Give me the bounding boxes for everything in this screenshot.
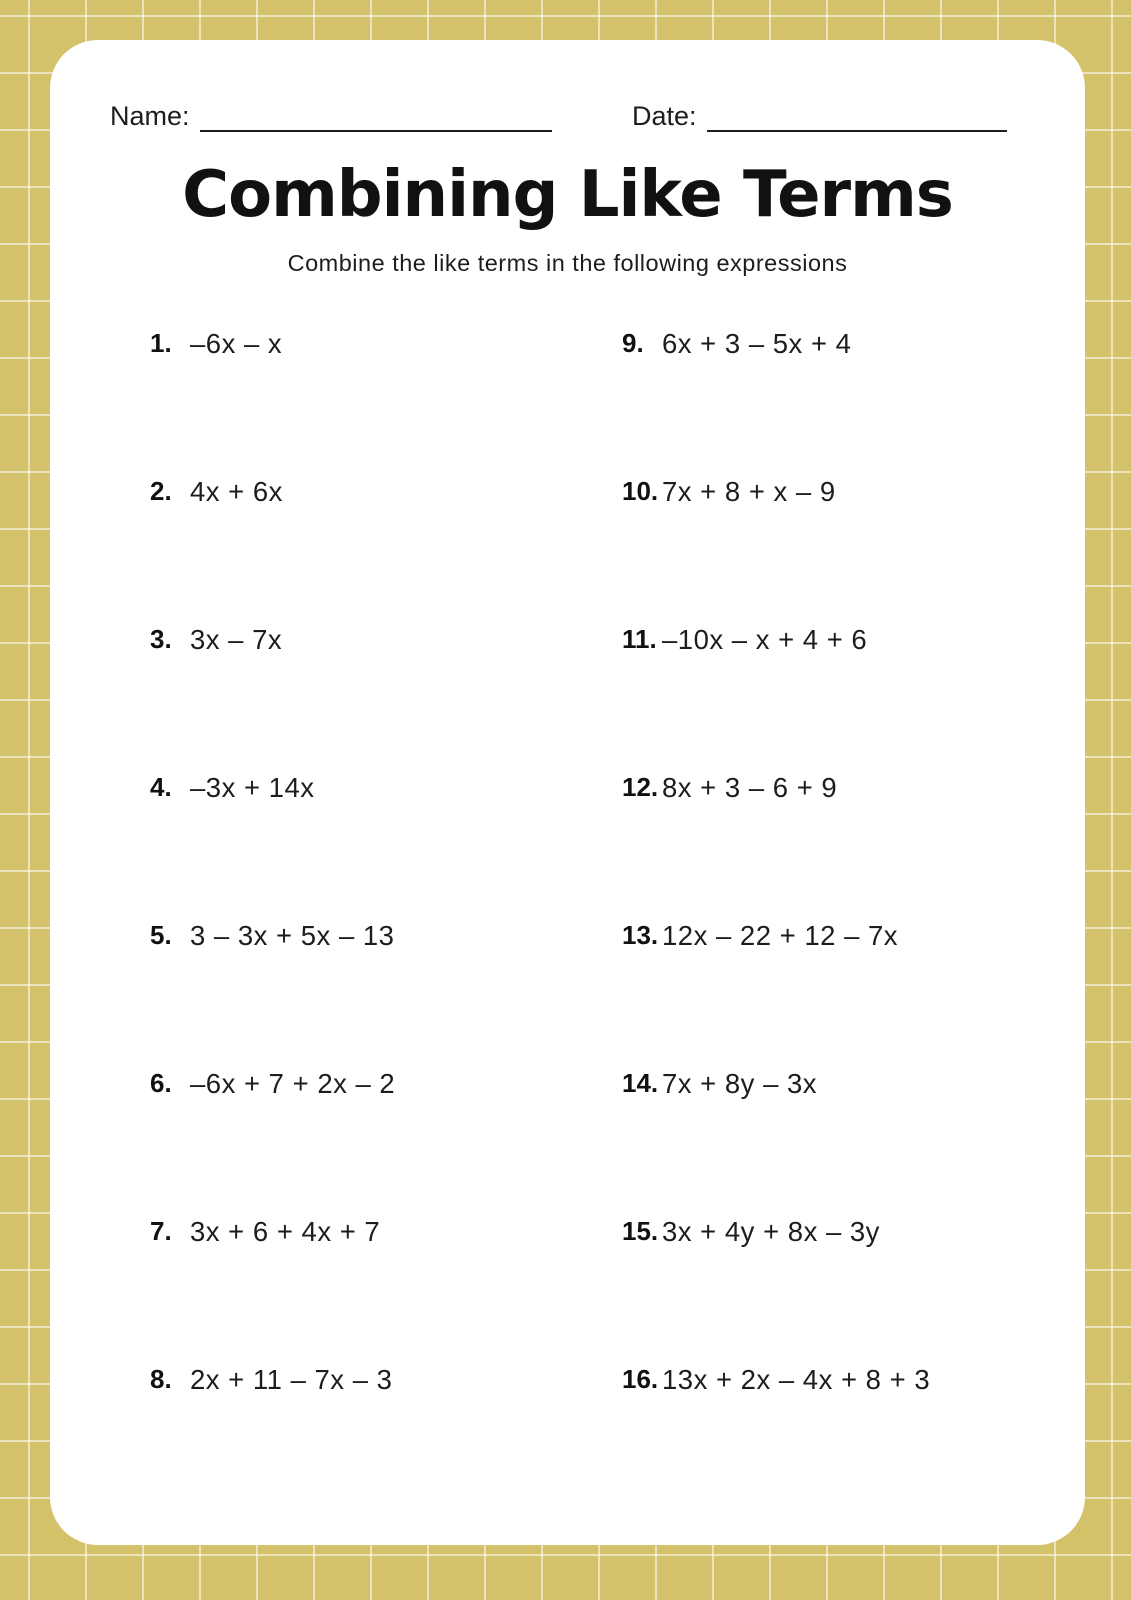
problem-6 <box>150 1068 570 1100</box>
page-title: Combining Like Terms <box>182 158 953 232</box>
problem-expression: 8x + 3 – 6 + 9 <box>662 772 838 803</box>
problem-number: 3. <box>150 624 172 654</box>
problem-expression: –6x + 7 + 2x – 2 <box>190 1068 396 1099</box>
problem-row <box>50 1068 1085 1216</box>
problem-row <box>50 624 1085 772</box>
problem-row <box>50 476 1085 624</box>
problem-number: 9. <box>622 328 644 358</box>
problem-3 <box>150 624 570 656</box>
problem-number: 2. <box>150 476 172 506</box>
problem-row <box>50 920 1085 1068</box>
problem-2 <box>150 476 570 508</box>
name-blank-line <box>200 100 552 132</box>
problem-7 <box>150 1216 570 1248</box>
problem-10 <box>622 476 1062 508</box>
problem-expression: 12x – 22 + 12 – 7x <box>662 920 899 951</box>
problem-5 <box>150 920 570 952</box>
problem-number: 12. <box>622 772 659 802</box>
problem-expression: –10x – x + 4 + 6 <box>662 624 868 655</box>
problem-expression: 7x + 8y – 3x <box>662 1068 818 1099</box>
name-label: Name: <box>110 101 190 132</box>
problem-row <box>50 772 1085 920</box>
problem-15 <box>622 1216 1062 1248</box>
header-row <box>50 100 1085 140</box>
problem-expression: 3x + 4y + 8x – 3y <box>662 1216 880 1247</box>
problem-9 <box>622 328 1062 360</box>
problem-expression: 3 – 3x + 5x – 13 <box>190 920 395 951</box>
problem-number: 7. <box>150 1216 172 1246</box>
problem-14 <box>622 1068 1062 1100</box>
problem-number: 14. <box>622 1068 659 1098</box>
date-field <box>632 100 1007 132</box>
problem-expression: 2x + 11 – 7x – 3 <box>190 1364 393 1395</box>
problem-expression: 3x + 6 + 4x + 7 <box>190 1216 381 1247</box>
problem-number: 11. <box>622 624 657 654</box>
problem-row <box>50 1216 1085 1364</box>
problems-list <box>50 328 1085 1512</box>
problem-expression: 4x + 6x <box>190 476 283 507</box>
problem-expression: 6x + 3 – 5x + 4 <box>662 328 852 359</box>
problem-number: 8. <box>150 1364 172 1394</box>
problem-number: 16. <box>622 1364 659 1394</box>
problem-16 <box>622 1364 1062 1396</box>
problem-number: 4. <box>150 772 172 802</box>
problem-11 <box>622 624 1062 656</box>
name-field <box>110 100 552 132</box>
problem-expression: –6x – x <box>190 328 283 359</box>
problem-expression: –3x + 14x <box>190 772 315 803</box>
problem-number: 5. <box>150 920 172 950</box>
problem-1 <box>150 328 570 360</box>
problem-expression: 3x – 7x <box>190 624 283 655</box>
date-blank-line <box>707 100 1007 132</box>
problem-8 <box>150 1364 570 1396</box>
problem-number: 15. <box>622 1216 659 1246</box>
problem-row <box>50 328 1085 476</box>
problem-13 <box>622 920 1062 952</box>
page-subtitle: Combine the like terms in the following expressions <box>287 250 848 276</box>
worksheet-card <box>50 40 1085 1545</box>
problem-row <box>50 1364 1085 1512</box>
problem-number: 1. <box>150 328 172 358</box>
problem-number: 13. <box>622 920 659 950</box>
problem-expression: 13x + 2x – 4x + 8 + 3 <box>662 1364 931 1395</box>
problem-number: 6. <box>150 1068 172 1098</box>
problem-expression: 7x + 8 + x – 9 <box>662 476 836 507</box>
problem-number: 10. <box>622 476 659 506</box>
problem-12 <box>622 772 1062 804</box>
problem-4 <box>150 772 570 804</box>
date-label: Date: <box>632 101 697 132</box>
